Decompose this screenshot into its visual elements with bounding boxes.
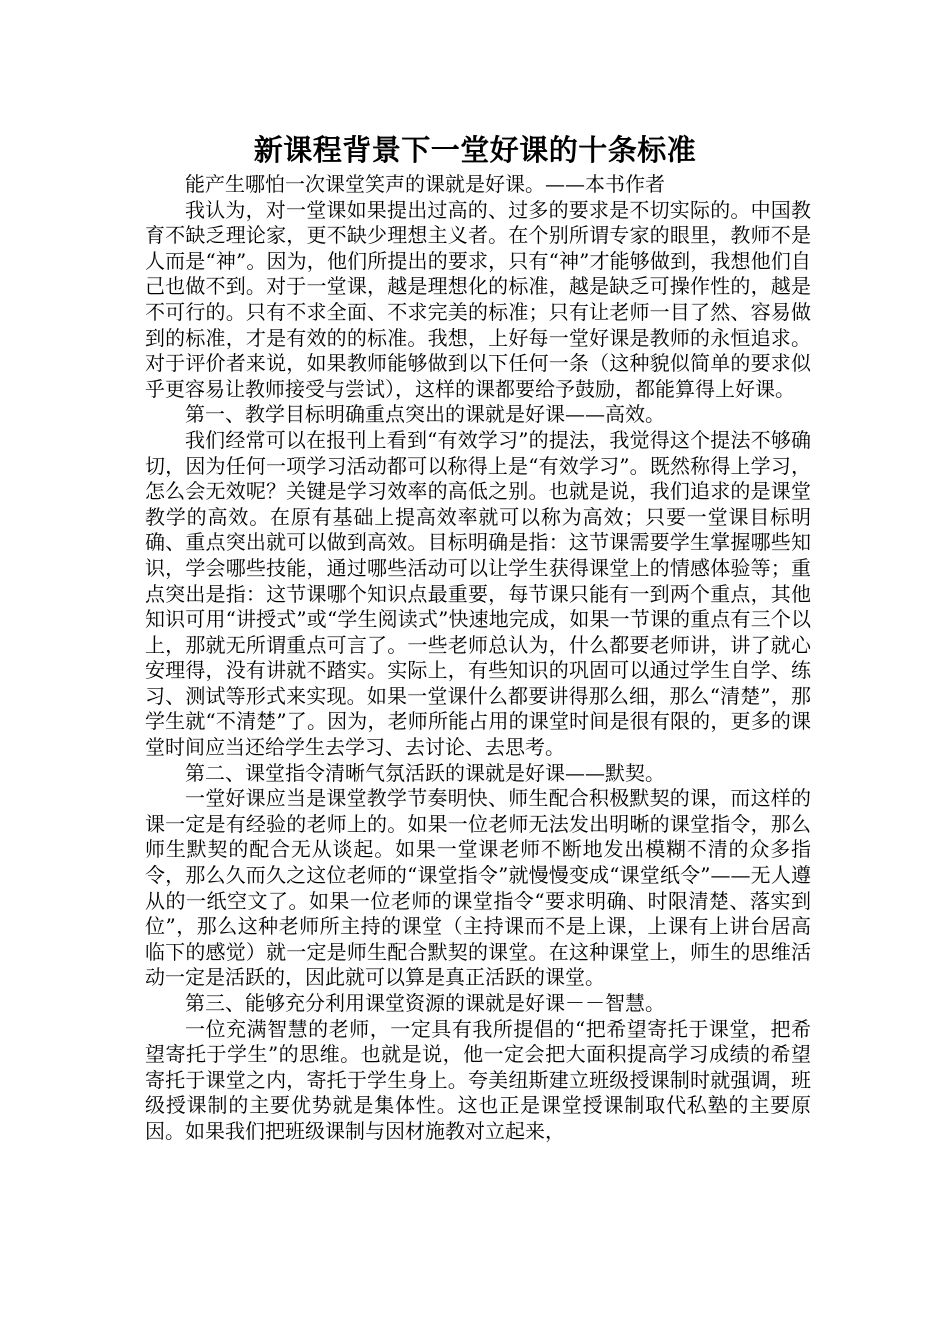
document-body: [145, 172, 811, 1145]
section-body-1: 我们经常可以在报刊上看到“有效学习”的提法，我觉得这个提法不够确切，因为任何一项学习活动都可以称得上是“有效学习”。既然称得上学习，怎么会无效呢？关键是学习效率的高低之别。也就是说，我们追求的是课堂教学的高效。在原有基础上提高效率就可以称为高效；只要一堂课目标明确、重点突出就可以做到高效。目标明确是指：这节课需要学生掌握哪些知识，学会哪些技能，通过哪些活动可以让学生获得课堂上的情感体验等；重点突出是指：这节课哪个知识点最重要，每节课只能有一到两个重点，其他知识可用“讲授式”或“学生阅读式”快速地完成，如果一节课的重点有三个以上，那就无所谓重点可言了。一些老师总认为，什么都要老师讲，讲了就心安理得，没有讲就不踏实。实际上，有些知识的巩固可以通过学生自学、练习、测试等形式来实现。如果一堂课什么都要讲得那么细，那么“清楚”，那学生就“不清楚”了。因为，老师所能占用的课堂时间是很有限的，更多的课堂时间应当还给学生去学习、去讨论、去思考。: [145, 427, 811, 760]
section-body-3: 一位充满智慧的老师，一定具有我所提倡的“把希望寄托于课堂，把希望寄托于学生”的思维。也就是说，他一定会把大面积提高学习成绩的希望寄托于课堂之内，寄托于学生身上。夸美纽斯建立班级授课制时就强调，班级授课制的主要优势就是集体性。这也正是课堂授课制取代私塾的主要原因。如果我们把班级课制与因材施教对立起来，: [145, 1016, 811, 1143]
epigraph-paragraph: 能产生哪怕一次课堂笑声的课就是好课。——本书作者: [185, 172, 665, 196]
document-title: 新课程背景下一堂好课的十条标准: [253, 133, 697, 167]
section-body-2: 一堂好课应当是课堂教学节奏明快、师生配合积极默契的课，而这样的课一定是有经验的老师上的。如果一位老师无法发出明晰的课堂指令，那么师生默契的配合无从谈起。如果一堂课老师不断地发出模糊不清的众多指令，那么久而久之这位老师的“课堂指令”就慢慢变成“课堂纸令”——无人遵从的一纸空文了。如果一位老师的课堂指令“要求明确、时限清楚、落实到位”，那么这种老师所主持的课堂（主持课而不是上课，上课有上讲台居高临下的感觉）就一定是师生配合默契的课堂。在这种课堂上，师生的思维活动一定是活跃的，因此就可以算是真正活跃的课堂。: [145, 786, 811, 990]
intro-paragraph: 我认为，对一堂课如果提出过高的、过多的要求是不切实际的。中国教育不缺乏理论家，更不缺少理想主义者。在个别所谓专家的眼里，教师不是人而是“神”。因为，他们所提出的要求，只有“神”才能够做到，我想他们自己也做不到。对于一堂课，越是理想化的标准，越是缺乏可操作性的，越是不可行的。只有不求全面、不求完美的标准；只有让老师一目了然、容易做到的标准，才是有效的的标准。我想，上好每一堂好课是教师的永恒追求。对于评价者来说，如果教师能够做到以下任何一条（这种貌似简单的要求似乎更容易让教师接受与尝试），这样的课都要给予鼓励，都能算得上好课。: [145, 197, 811, 401]
section-heading-3: 第三、能够充分利用课堂资源的课就是好课－－智慧。: [185, 991, 665, 1015]
section-heading-1: 第一、教学目标明确重点突出的课就是好课——高效。: [185, 402, 665, 427]
section-heading-2: 第二、课堂指令清晰气氛活跃的课就是好课——默契。: [185, 760, 665, 785]
